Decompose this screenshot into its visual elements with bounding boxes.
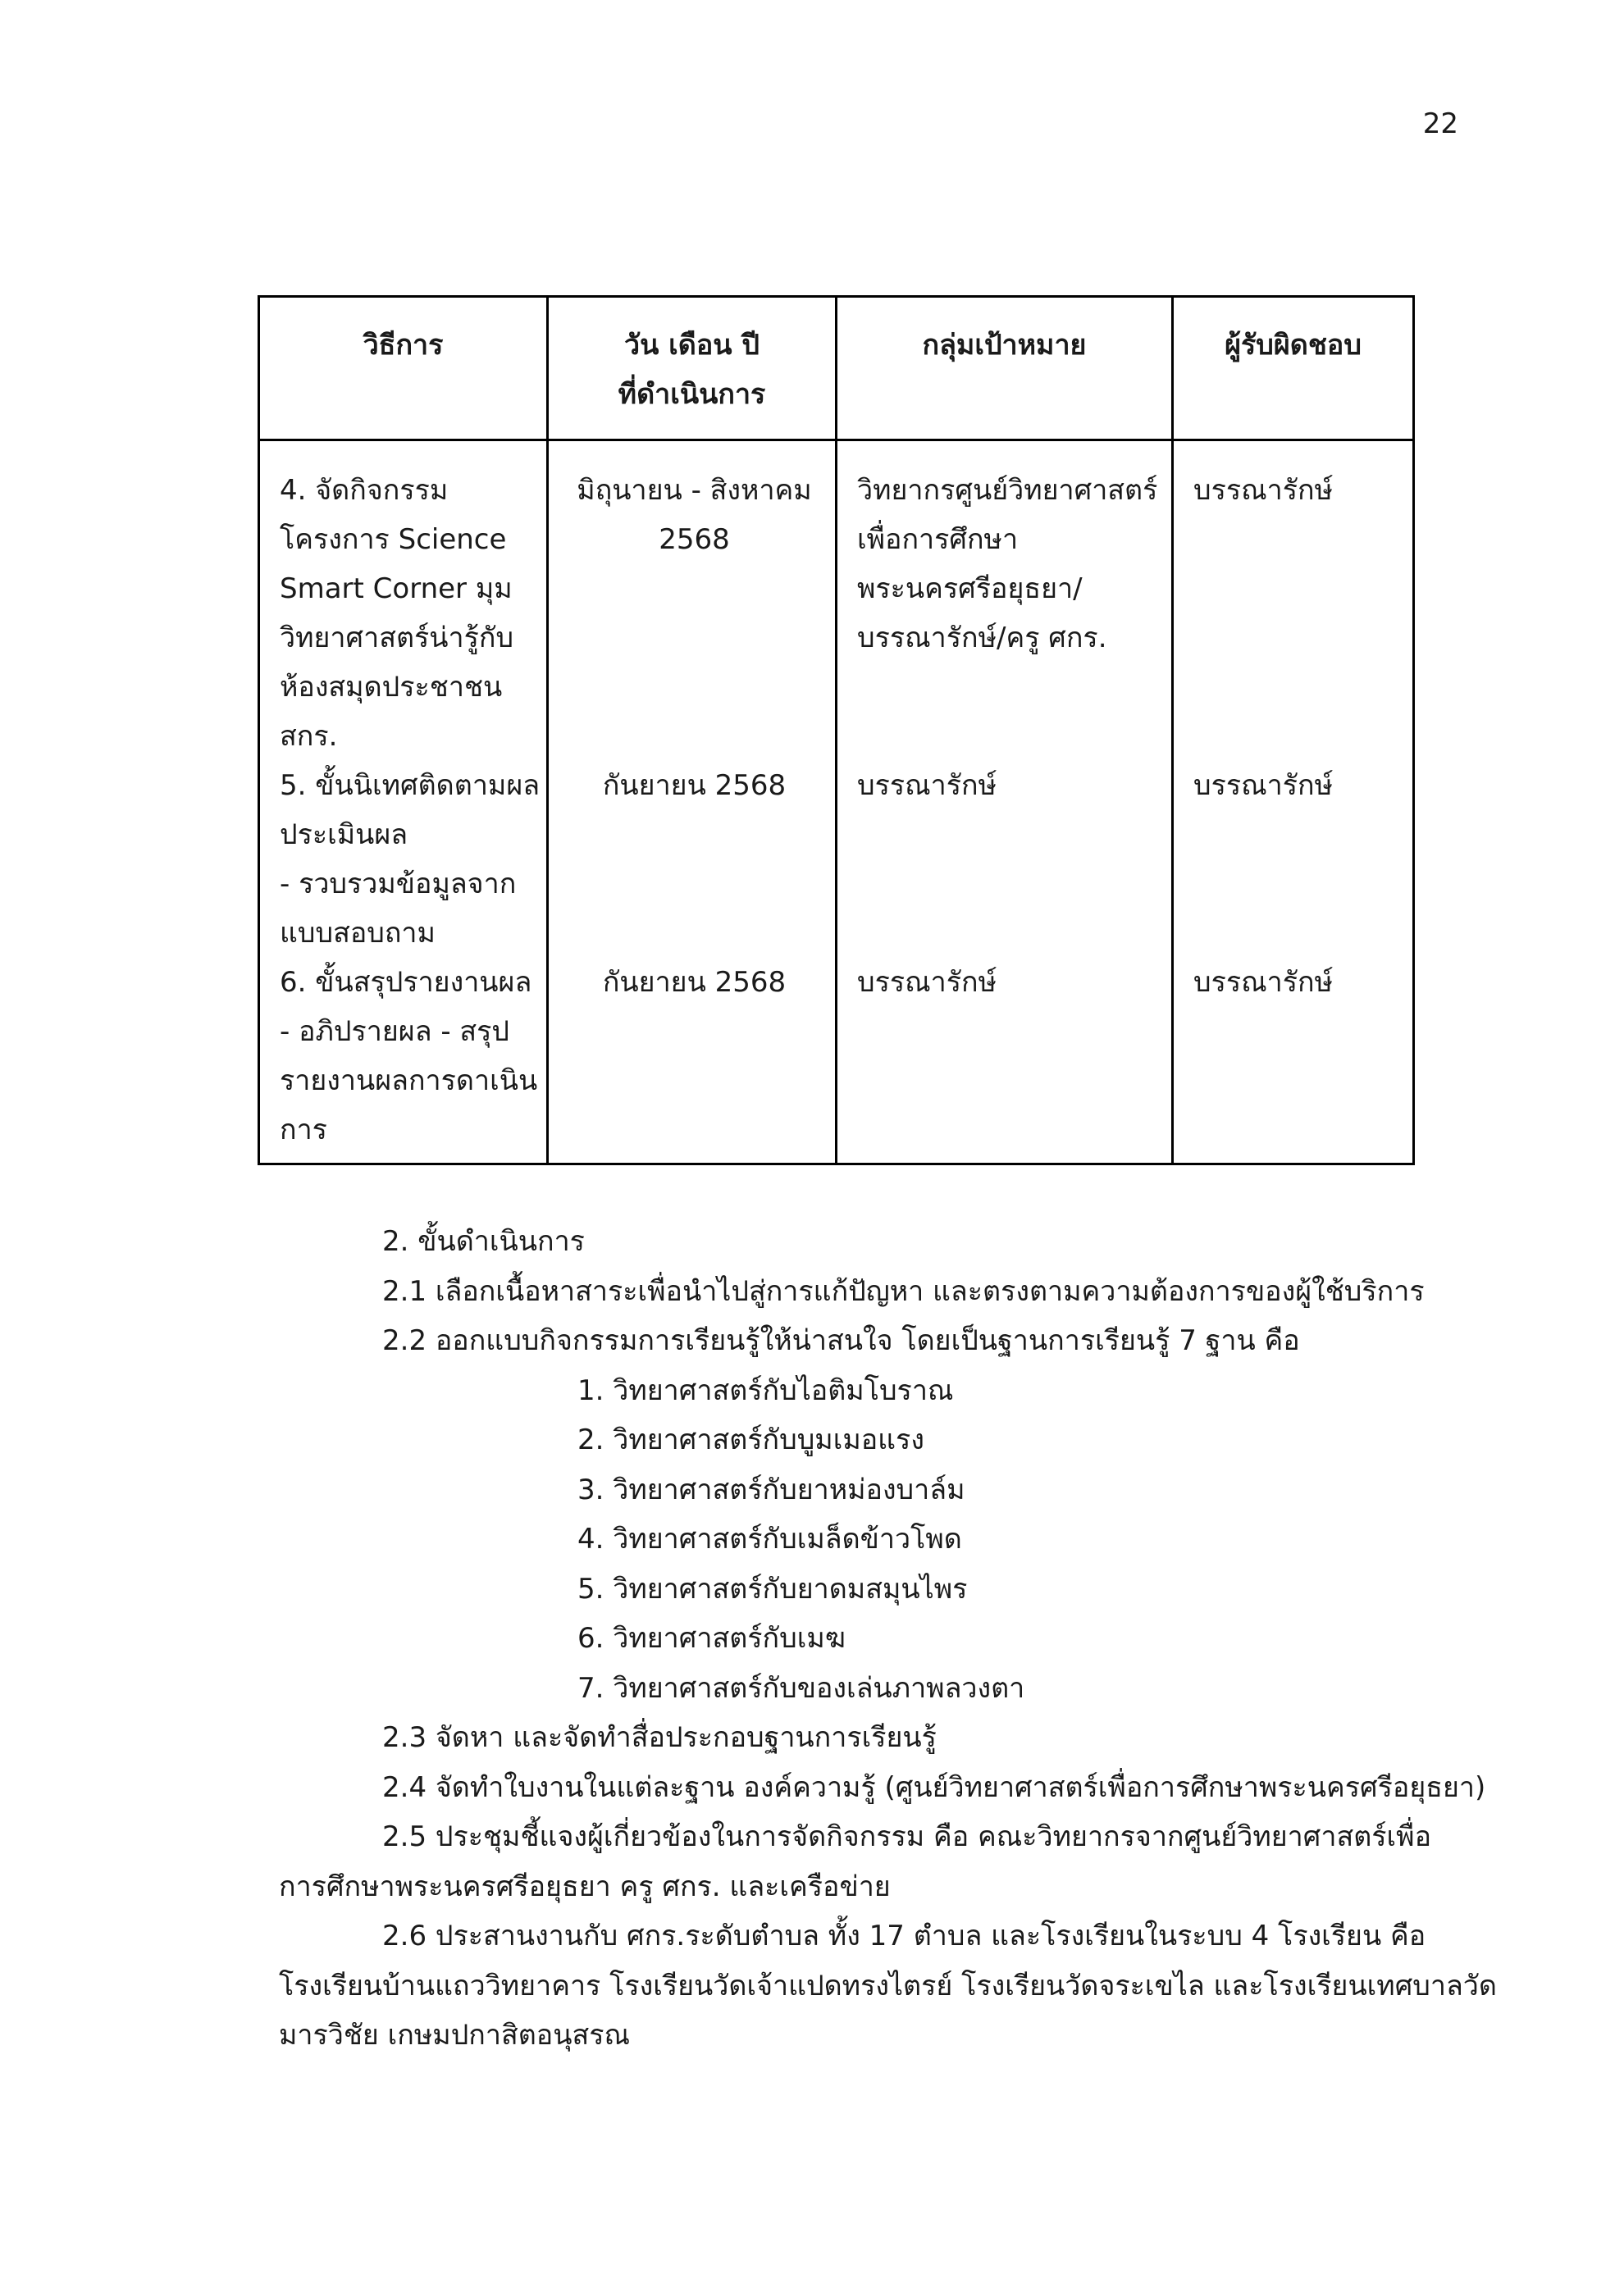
header-method: วิธีการ xyxy=(259,297,548,440)
method-entry-6: 6. ขั้นสรุปรายงานผล - อภิปรายผล - สรุป รายงานผลการดาเนิน การ xyxy=(280,966,538,1146)
header-responsible: ผู้รับผิดชอบ xyxy=(1173,297,1414,440)
item-2-5-line-2: การศึกษาพระนครศรีอยุธยา ครู ศกร. และเครือข่าย xyxy=(279,1870,891,1903)
station-item: 2. วิทยาศาสตร์กับบูมเมอแรง xyxy=(577,1424,924,1456)
method-entry-5: 5. ขั้นนิเทศติดตามผล ประเมินผล - รวบรวมข้อมูลจาก แบบสอบถาม xyxy=(280,769,541,950)
table-header-row xyxy=(259,297,1414,440)
item-2-4: 2.4 จัดทำใบงานในแต่ละฐาน องค์ความรู้ (ศูนย์วิทยาศาสตร์เพื่อการศึกษาพระนครศรีอยุธยา) xyxy=(382,1770,1486,1804)
station-item: 1. วิทยาศาสตร์กับไอติมโบราณ xyxy=(577,1374,954,1407)
station-item: 4. วิทยาศาสตร์กับเมล็ดข้าวโพด xyxy=(577,1523,962,1556)
item-2-2: 2.2 ออกแบบกิจกรรมการเรียนรู้ให้น่าสนใจ โดยเป็นฐานการเรียนรู้ 7 ฐาน คือ xyxy=(382,1324,1300,1357)
item-2-1: 2.1 เลือกเนื้อหาสาระเพื่อนำไปสู่การแก้ปัญหา และตรงตามความต้องการของผู้ใช้บริการ xyxy=(382,1274,1425,1308)
table-row xyxy=(259,440,1414,1164)
section-heading: 2. ขั้นดำเนินการ xyxy=(382,1225,585,1258)
item-2-6-line-1: 2.6 ประสานงานกับ ศกร.ระดับตำบล ทั้ง 17 ตำบล และโรงเรียนในระบบ 4 โรงเรียน คือ xyxy=(382,1920,1426,1952)
item-2-6-line-3: มารวิชัย เกษมปกาสิตอนุสรณ xyxy=(279,2019,631,2052)
target-cell: วิทยากรศูนย์วิทยาศาสตร์ เพื่อการศึกษา พระนครศรีอยุธยา/ บรรณารักษ์/ครู ศกร. บรรณารักษ์ บรรณารักษ์ xyxy=(837,440,1173,1164)
item-2-5-line-1: 2.5 ประชุมชี้แจงผู้เกี่ยวข้องในการจัดกิจกรรม คือ คณะวิทยากรจากศูนย์วิทยาศาสตร์เพื่อ xyxy=(382,1820,1431,1853)
method-entry-4: 4. จัดกิจกรรม โครงการ Science Smart Corner มุม วิทยาศาสตร์น่ารู้กับ ห้องสมุดประชาชน สกร. xyxy=(280,474,514,753)
item-2-3: 2.3 จัดหา และจัดทำสื่อประกอบฐานการเรียนรู้ xyxy=(382,1721,937,1754)
station-item: 5. วิทยาศาสตร์กับยาดมสมุนไพร xyxy=(577,1572,968,1606)
station-item: 6. วิทยาศาสตร์กับเมฆ xyxy=(577,1622,846,1655)
station-item: 7. วิทยาศาสตร์กับของเล่นภาพลวงตา xyxy=(577,1671,1025,1705)
page-number: 22 xyxy=(1422,107,1458,140)
item-2-6-line-2: โรงเรียนบ้านแถววิทยาคาร โรงเรียนวัดเจ้าแปดทรงไตรย์ โรงเรียนวัดจระเขไล และโรงเรียนเทศบาลวัด xyxy=(279,1969,1497,2002)
header-date: วัน เดือน ปี ที่ดำเนินการ xyxy=(548,297,837,440)
station-item: 3. วิทยาศาสตร์กับยาหม่องบาล์ม xyxy=(577,1473,965,1506)
method-cell xyxy=(259,440,548,1164)
responsible-cell: บรรณารักษ์ บรรณารักษ์ บรรณารักษ์ xyxy=(1173,440,1414,1164)
header-target-group: กลุ่มเป้าหมาย xyxy=(837,297,1173,440)
activity-plan-table xyxy=(258,295,1415,1165)
procedure-section xyxy=(0,1217,1624,2061)
date-cell: มิถุนายน - สิงหาคม 2568 กันยายน 2568 กันยายน 2568 xyxy=(548,440,837,1164)
